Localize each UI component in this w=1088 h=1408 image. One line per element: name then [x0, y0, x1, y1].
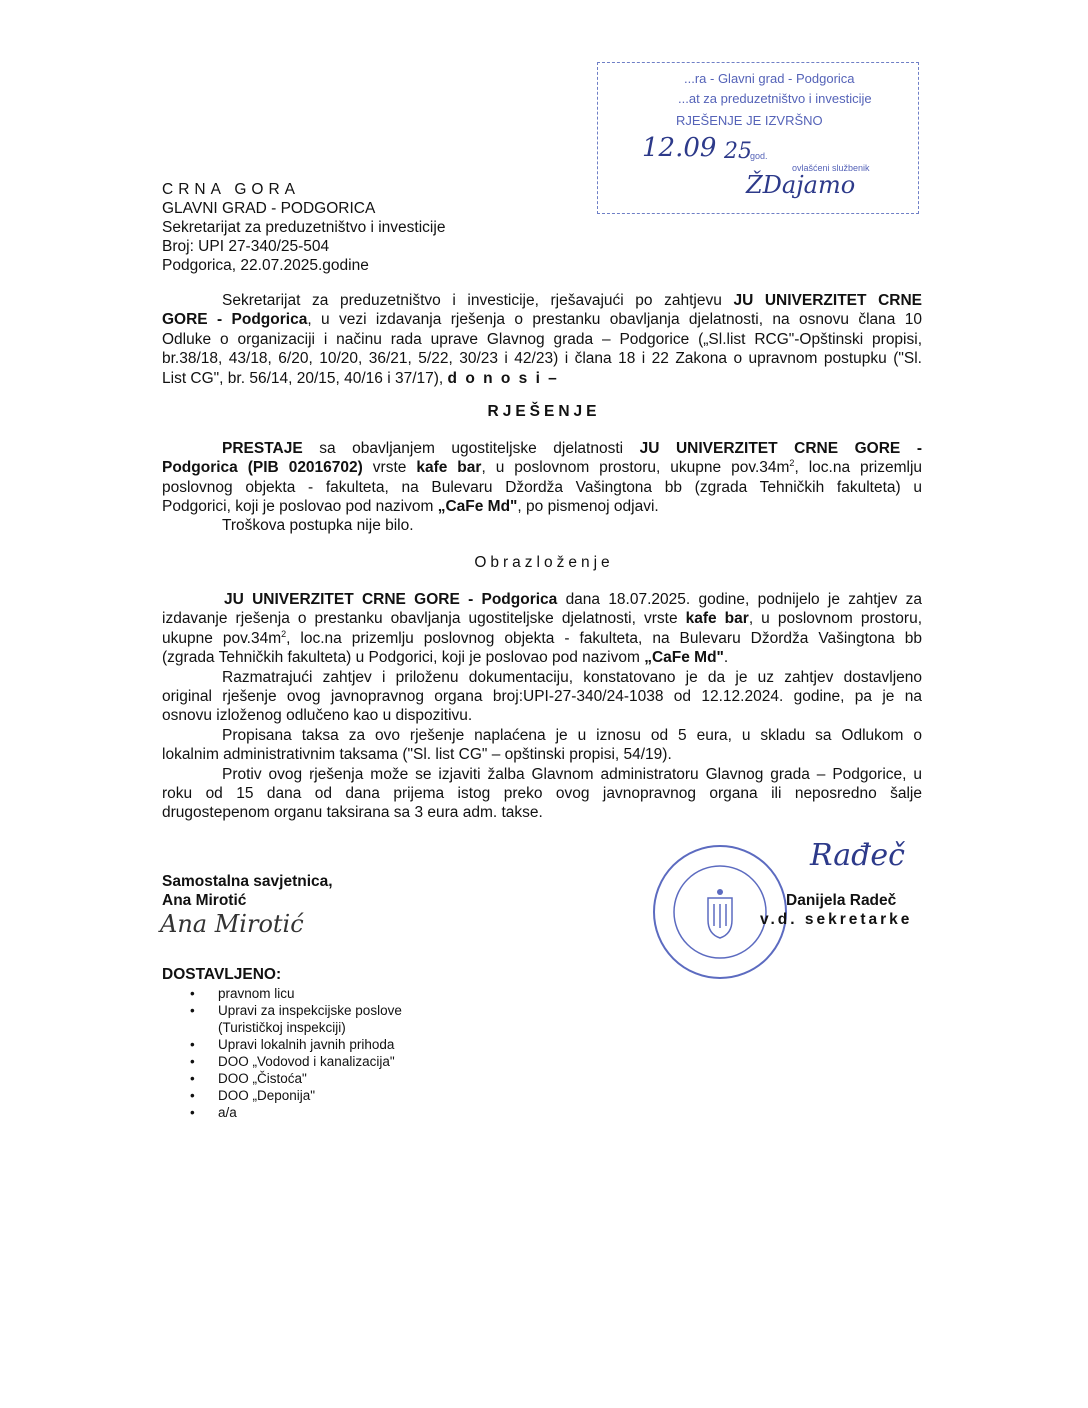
- header-number: Broj: UPI 27-340/25-504: [162, 238, 330, 255]
- stamp-signature: ŽDajamo: [746, 171, 856, 199]
- left-signer-title: Samostalna savjetnica,: [162, 873, 333, 890]
- header-department: Sekretarijat za preduzetništvo i investicije: [162, 219, 446, 236]
- left-signer-name: Ana Mirotić: [162, 892, 247, 909]
- decision-paragraph: PRESTAJE sa obavljanjem ugostiteljske djelatnosti JU UNIVERZITET CRNE GORE - Podgorica (PIB 02016702) vrste kafe bar, u poslovnom prostoru, ukupne $pov.34m^2$, loc.na prizemlju poslovnog objekta - fakulteta, na Bulevaru Džordža Vašingtona bb (zgrada Tehničkih fakulteta) u Podgorici, koji je poslovao pod nazivom „CaFe Md", po pismenoj odjavi.: [162, 440, 922, 516]
- header-date: Podgorica, 22.07.2025.godine: [162, 257, 369, 274]
- list-item: • DOO „Deponija": [162, 1087, 562, 1104]
- execution-stamp: [597, 62, 919, 214]
- stamp-official-label: ovlašćeni službenik: [792, 163, 870, 173]
- stamp-date-handwritten: 12.09: [642, 133, 717, 163]
- left-signature: Ana Mirotić: [160, 910, 304, 938]
- stamp-god: god.: [750, 151, 768, 161]
- right-signer-title: v.d. sekretarke: [760, 911, 913, 928]
- stamp-year-handwritten: 25: [724, 139, 752, 164]
- list-item: • pravnom licu: [162, 985, 562, 1002]
- reasoning-title: Obrazloženje: [474, 554, 614, 571]
- list-item: • a/a: [162, 1104, 562, 1121]
- header-country: CRNA GORA: [162, 181, 301, 198]
- right-signature: Rađeč: [810, 838, 905, 873]
- delivered-title: DOSTAVLJENO:: [162, 966, 282, 983]
- stamp-line-2: ...at za preduzetništvo i investicije: [678, 91, 872, 106]
- list-item: • DOO „Čistoća": [162, 1070, 562, 1087]
- decision-title: RJEŠENJE: [487, 403, 601, 420]
- reasoning-paragraph: JU UNIVERZITET CRNE GORE - Podgorica dana 18.07.2025. godine, podnijelo je zahtjev za izdavanje rješenja o prestanku obavljanja ugostiteljske djelatnosti, vrste kafe bar, u poslovnom prostoru, ukupne $pov.34m^2$, loc.na prizemlju poslovnog objekta - fakulteta, na Bulevaru Džordža Vašingtona bb (zgrada Tehničkih fakulteta) u Podgorici, koji je poslovao pod nazivom „CaFe Md". Razmatrajući zahtjev i priloženu dokumentaciju, konstatovano je da je uz zahtjev dostavljeno original rješenje ovog javnopravnog organa broj:UPI-27-340/24-1038 od 12.12.2024. godine, pa je na osnovu izloženog odlučeno kao u dispozitivu. Propisana taksa za ovo rješenje naplaćena je u iznosu od 5 eura, u skladu sa Odlukom o lokalnim administrativnim taksama ("Sl. list CG" – opštinski propisi, 54/19). Protiv ovog rješenja može se izjaviti žalba Glavnom administratoru Glavnog grada – Podgorice, u roku od 15 dana od dana prijema istog preko ovog javnopravnog organa ili neposredno šalje drugostepenom organu taksirana sa 3 eura adm. takse.: [162, 591, 922, 822]
- header-city: GLAVNI GRAD - PODGORICA: [162, 200, 376, 217]
- list-item: • Upravi lokalnih javnih prihoda: [162, 1036, 562, 1053]
- list-item: • Upravi za inspekcijske poslove (Turističkoj inspekciji): [162, 1002, 562, 1036]
- stamp-line-3: RJEŠENJE JE IZVRŠNO: [676, 113, 823, 128]
- right-signer-name: Danijela Radeč: [786, 892, 897, 909]
- delivered-list: [162, 985, 562, 1121]
- intro-paragraph: Sekretarijat za preduzetništvo i investicije, rješavajući po zahtjevu JU UNIVERZITET CRNE GORE - Podgorica, u vezi izdavanja rješenja o prestanku obavljanja djelatnosti, na osnovu člana 10 Odluke o organizaciji i načinu rada uprave Glavnog grada – Podgorice („Sl.list RCG"-Opštinski propisi, br.38/18, 43/18, 6/20, 10/20, 36/21, 5/22, 30/23 i 42/23) i člana 18 i 22 Zakona o upravnom postupku ("Sl. List CG", br. 56/14, 20/15, 40/16 i 37/17), d o n o s i –: [162, 292, 922, 387]
- list-item: • DOO „Vodovod i kanalizacija": [162, 1053, 562, 1070]
- decision-costs: Troškova postupka nije bilo.: [222, 517, 414, 534]
- stamp-line-1: ...ra - Glavni grad - Podgorica: [684, 71, 855, 86]
